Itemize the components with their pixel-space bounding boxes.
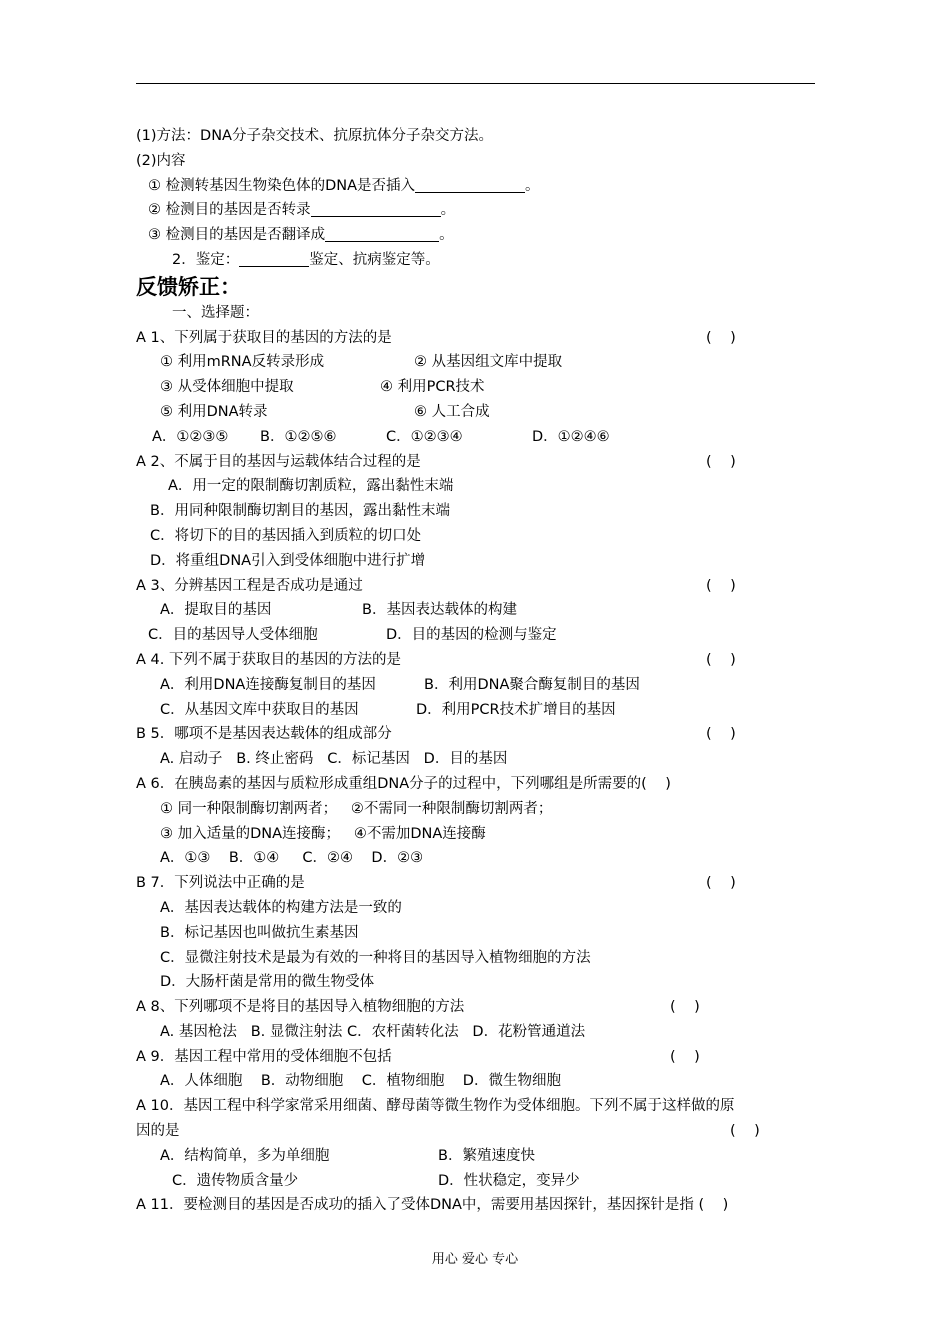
question-6: A 6．在胰岛素的基因与质粒形成重组DNA分子的过程中，下列哪组是所需要的( ) bbox=[136, 775, 671, 792]
question-10: A 10．基因工程中科学家常采用细菌、酵母菌等微生物作为受体细胞。下列不属于这样做的原 bbox=[136, 1098, 735, 1115]
q2-option-b: B．用同种限制酶切割目的基因，露出黏性末端 bbox=[150, 503, 450, 520]
question-7: B 7．下列说法中正确的是 ( ) bbox=[136, 871, 826, 896]
q5-options: A. 启动子 B. 终止密码 C．标记基因 D．目的基因 bbox=[160, 751, 508, 768]
answer-paren[interactable]: ( ) bbox=[706, 651, 736, 668]
question-2: A 2、不属于目的基因与运载体结合过程的是 ( ) bbox=[136, 450, 826, 475]
content-label: (2)内容 bbox=[136, 152, 186, 169]
q1-answers: A．①②③⑤ B．①②⑤⑥ C．①②③④ D．①②④⑥ bbox=[152, 428, 610, 445]
detect-translation-line: ③ 检测目的基因是否翻译成 。 bbox=[136, 223, 826, 248]
question-11: A 11．要检测目的基因是否成功的插入了受体DNA中，需要用基因探针，基因探针是指 ( ) bbox=[136, 1197, 729, 1214]
q10-options-row1: A．结构简单，多为单细胞 B．繁殖速度快 bbox=[160, 1147, 535, 1164]
q2-option-a: A．用一定的限制酶切割质粒，露出黏性末端 bbox=[168, 478, 454, 495]
header-rule bbox=[136, 83, 815, 84]
q4-options-row1: A．利用DNA连接酶复制目的基因 B．利用DNA聚合酶复制目的基因 bbox=[160, 676, 640, 693]
fill-blank[interactable] bbox=[325, 224, 439, 242]
appraisal-line: 2．鉴定： 鉴定、抗病鉴定等。 bbox=[136, 248, 826, 273]
method-line: (1)方法：DNA分子杂交技术、抗原抗体分子杂交方法。 bbox=[136, 128, 493, 144]
detect-dna-line: ① 检测转基因生物染色体的DNA是否插入 。 bbox=[136, 174, 826, 199]
answer-paren[interactable]: ( ) bbox=[706, 329, 736, 346]
q3-options-row2: C．目的基因导人受体细胞 D．目的基因的检测与鉴定 bbox=[148, 627, 557, 644]
q8-options: A. 基因枪法 B. 显微注射法 C．农杆菌转化法 D．花粉管通道法 bbox=[160, 1023, 586, 1040]
q2-option-c: C．将切下的目的基因插入到质粒的切口处 bbox=[150, 527, 422, 544]
q4-options-row2: C．从基因文库中获取目的基因 D．利用PCR技术扩增目的基因 bbox=[160, 701, 616, 718]
q7-option-b: B．标记基因也叫做抗生素基因 bbox=[160, 924, 359, 941]
q6-options-row2: ③ 加入适量的DNA连接酶； ④不需加DNA连接酶 bbox=[160, 825, 486, 842]
answer-paren[interactable]: ( ) bbox=[706, 577, 736, 594]
q10-options-row2: C．遗传物质含量少 D．性状稳定，变异少 bbox=[172, 1172, 580, 1189]
detect-transcription-line: ② 检测目的基因是否转录 。 bbox=[136, 198, 826, 223]
q3-options-row1: A．提取目的基因 B．基因表达载体的构建 bbox=[160, 602, 517, 619]
document-content bbox=[136, 124, 826, 1218]
answer-paren[interactable]: ( ) bbox=[670, 1048, 700, 1065]
q1-options-row2: ③ 从受体细胞中提取 ④ 利用PCR技术 bbox=[160, 379, 485, 396]
question-9: A 9．基因工程中常用的受体细胞不包括 ( ) bbox=[136, 1045, 826, 1070]
question-1: A 1、下列属于获取目的基因的方法的是 ( ) bbox=[136, 326, 826, 351]
question-10-cont: 因的是 ( ) bbox=[136, 1119, 826, 1144]
q7-option-d: D．大肠杆菌是常用的微生物受体 bbox=[160, 974, 375, 991]
fill-blank[interactable] bbox=[415, 175, 525, 193]
answer-paren[interactable]: ( ) bbox=[706, 726, 736, 743]
section-label: 一、选择题： bbox=[172, 304, 259, 321]
q7-option-c: C．显微注射技术是最为有效的一种将目的基因导入植物细胞的方法 bbox=[160, 949, 591, 966]
fill-blank[interactable] bbox=[239, 249, 309, 267]
q1-options-row3: ⑤ 利用DNA转录 ⑥ 人工合成 bbox=[160, 403, 490, 420]
answer-paren[interactable]: ( ) bbox=[706, 453, 736, 470]
q7-option-a: A．基因表达载体的构建方法是一致的 bbox=[160, 899, 402, 916]
feedback-title: 反馈矫正： bbox=[136, 274, 241, 299]
q6-answers: A．①③ B．①④ C．②④ D．②③ bbox=[160, 850, 424, 867]
answer-paren[interactable]: ( ) bbox=[670, 999, 700, 1016]
page-footer: 用心 爱心 专心 bbox=[431, 1252, 519, 1267]
q2-option-d: D．将重组DNA引入到受体细胞中进行扩增 bbox=[150, 552, 426, 569]
answer-paren[interactable]: ( ) bbox=[730, 1123, 760, 1140]
fill-blank[interactable] bbox=[311, 199, 441, 217]
question-8: A 8、下列哪项不是将目的基因导入植物细胞的方法 ( ) bbox=[136, 995, 826, 1020]
q9-options: A．人体细胞 B．动物细胞 C．植物细胞 D．微生物细胞 bbox=[160, 1073, 561, 1090]
question-5: B 5．哪项不是基因表达载体的组成部分 ( ) bbox=[136, 722, 826, 747]
question-4: A 4. 下列不属于获取目的基因的方法的是 ( ) bbox=[136, 648, 826, 673]
question-3: A 3、分辨基因工程是否成功是通过 ( ) bbox=[136, 574, 826, 599]
answer-paren[interactable]: ( ) bbox=[706, 875, 736, 892]
q6-options-row1: ① 同一种限制酶切割两者； ②不需同一种限制酶切割两者； bbox=[160, 800, 553, 817]
q1-options-row1: ① 利用mRNA反转录形成 ② 从基因组文库中提取 bbox=[160, 354, 563, 371]
